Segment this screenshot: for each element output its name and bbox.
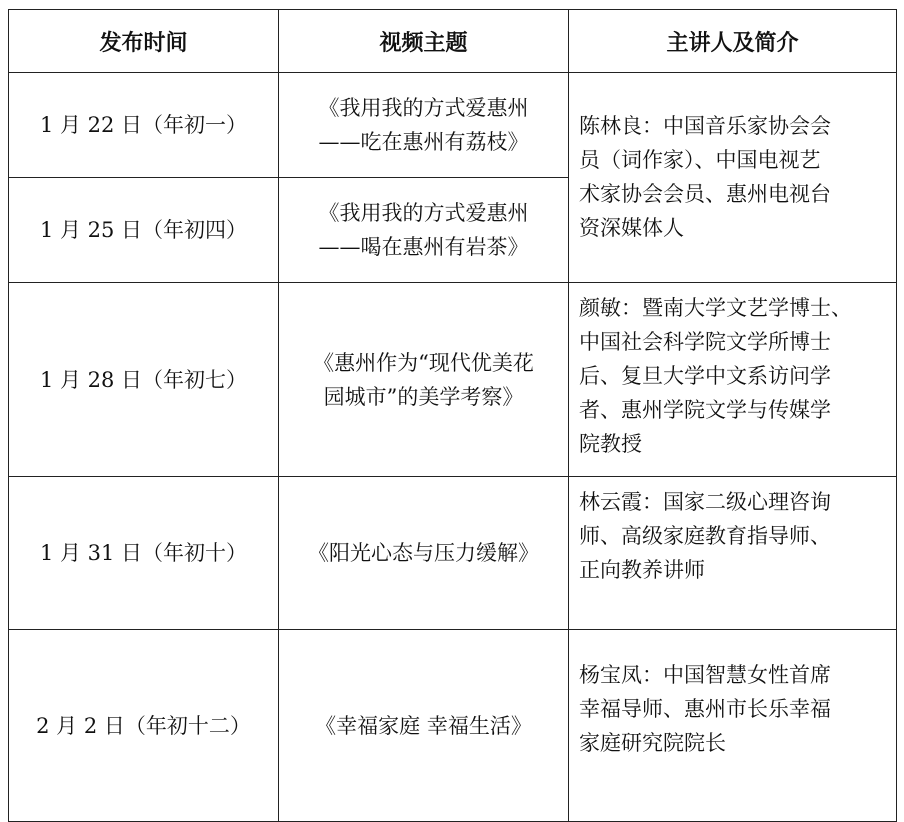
date-cell: 1 月 31 日（年初十） (9, 477, 279, 630)
topic-line: 《我用我的方式爱惠州 (318, 201, 529, 225)
date-cell: 2 月 2 日（年初十二） (9, 630, 279, 822)
table-row (9, 630, 897, 822)
topic-cell (279, 283, 569, 477)
table-row (9, 283, 897, 477)
speaker-line: 家庭研究院院长 (579, 731, 726, 755)
speaker-line: 后、复旦大学中文系访问学 (579, 364, 831, 388)
topic-line: ——喝在惠州有岩茶》 (318, 235, 529, 259)
topic-cell (279, 178, 569, 283)
table-row (9, 477, 897, 630)
speaker-line: 术家协会会员、惠州电视台 (579, 182, 831, 206)
topic-line: 《我用我的方式爱惠州 (318, 96, 529, 120)
speaker-cell (569, 630, 897, 822)
date-cell: 1 月 25 日（年初四） (9, 178, 279, 283)
topic-cell (279, 630, 569, 822)
speaker-line: 颜敏：暨南大学文艺学博士、 (579, 296, 852, 320)
speaker-line: 员（词作家）、中国电视艺 (579, 148, 821, 172)
topic-line: 《阳光心态与压力缓解》 (308, 541, 539, 565)
header-date: 发布时间 (9, 10, 279, 73)
table-row (9, 73, 897, 178)
speaker-line: 者、惠州学院文学与传媒学 (579, 398, 831, 422)
topic-line: 园城市”的美学考察》 (323, 384, 524, 409)
speaker-line: 院教授 (579, 432, 642, 456)
speaker-line: 林云霞：国家二级心理咨询 (579, 490, 831, 514)
speaker-line: 师、高级家庭教育指导师、 (579, 524, 831, 548)
speaker-cell (569, 73, 897, 283)
header-speaker: 主讲人及简介 (569, 10, 897, 73)
date-cell: 1 月 22 日（年初一） (9, 73, 279, 178)
topic-line: 《幸福家庭 幸福生活》 (315, 713, 532, 738)
speaker-cell (569, 477, 897, 630)
speaker-line: 资深媒体人 (579, 216, 684, 240)
speaker-line: 幸福导师、惠州市长乐幸福 (579, 697, 831, 721)
speaker-line: 陈林良：中国音乐家协会会 (579, 114, 831, 138)
speaker-line: 中国社会科学院文学所博士 (579, 330, 831, 354)
date-cell: 1 月 28 日（年初七） (9, 283, 279, 477)
topic-cell (279, 477, 569, 630)
header-row (9, 10, 897, 73)
topic-cell (279, 73, 569, 178)
speaker-cell (569, 283, 897, 477)
topic-line: ——吃在惠州有荔枝》 (318, 130, 529, 154)
speaker-line: 杨宝凤：中国智慧女性首席 (579, 663, 831, 687)
speaker-line: 正向教养讲师 (579, 558, 705, 582)
schedule-table (8, 9, 897, 822)
topic-line: 《惠州作为“现代优美花 (313, 350, 534, 375)
header-topic: 视频主题 (279, 10, 569, 73)
